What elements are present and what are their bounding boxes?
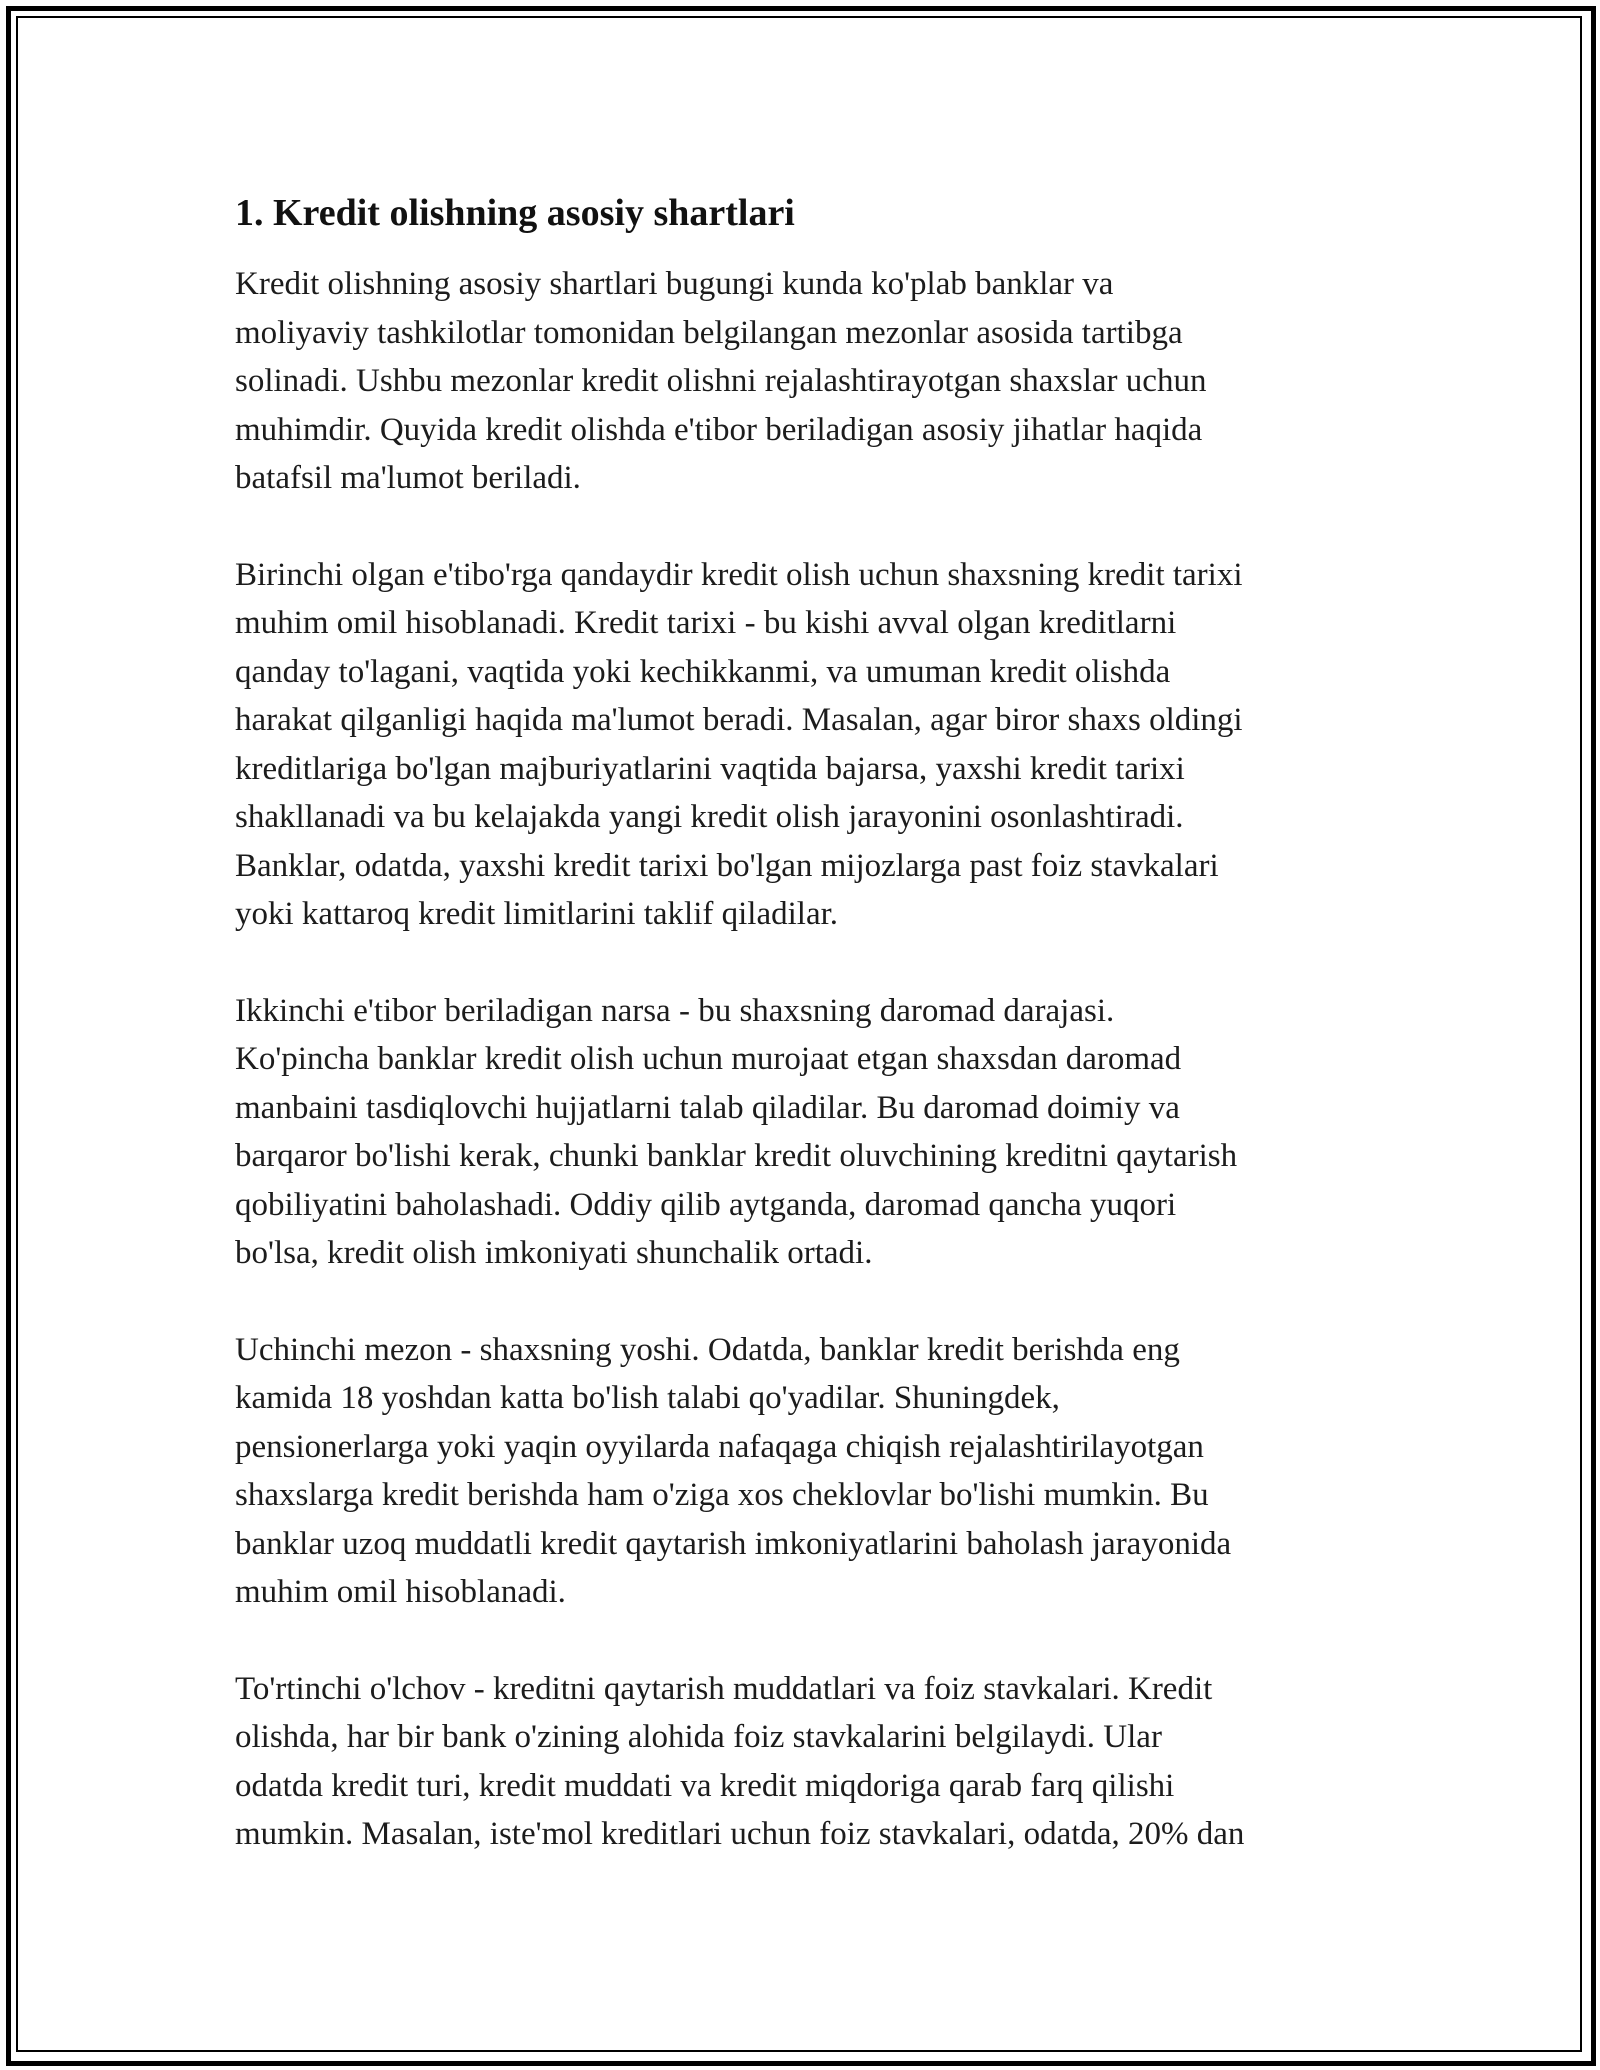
- text-line: kamida 18 yoshdan katta bo'lish talabi qo'yadilar. Shuningdek,: [235, 1380, 1060, 1416]
- text-line: qanday to'lagani, vaqtida yoki kechikkanmi, va umuman kredit olishda: [235, 653, 1171, 690]
- text-line: banklar uzoq muddatli kredit qaytarish imkoniyatlarini baholash jarayonida: [235, 1525, 1232, 1562]
- text-line: bo'lsa, kredit olish imkoniyati shunchalik ortadi.: [235, 1235, 873, 1271]
- text-line: muhimdir. Quyida kredit olishda e'tibor beriladigan asosiy jihatlar haqida: [235, 411, 1203, 448]
- paragraph-intro: [235, 260, 1375, 503]
- paragraph-income: [235, 987, 1375, 1278]
- text-line: qobiliyatini baholashadi. Oddiy qilib aytganda, daromad qancha yuqori: [235, 1186, 1177, 1223]
- paragraph-terms-rates: [235, 1665, 1375, 1859]
- text-line: To'rtinchi o'lchov - kreditni qaytarish muddatlari va foiz stavkalari. Kredit: [235, 1670, 1213, 1707]
- section-heading: 1. Kredit olishning asosiy shartlari: [235, 192, 795, 234]
- paragraph-age: [235, 1326, 1375, 1617]
- text-line: batafsil ma'lumot beriladi.: [235, 460, 581, 496]
- text-line: Banklar, odatda, yaxshi kredit tarixi bo'lgan mijozlarga past foiz stavkalari: [235, 847, 1219, 884]
- text-line: pensionerlarga yoki yaqin oyyilarda nafaqaga chiqish rejalashtirilayotgan: [235, 1428, 1204, 1465]
- text-line: Ikkinchi e'tibor beriladigan narsa - bu shaxsning daromad darajasi.: [235, 992, 1115, 1029]
- text-line: yoki kattaroq kredit limitlarini taklif qiladilar.: [235, 896, 839, 932]
- text-line: olishda, har bir bank o'zining alohida foiz stavkalarini belgilaydi. Ular: [235, 1719, 1162, 1755]
- text-line: solinadi. Ushbu mezonlar kredit olishni rejalashtirayotgan shaxslar uchun: [235, 363, 1207, 399]
- text-line: muhim omil hisoblanadi. Kredit tarixi - bu kishi avval olgan kreditlarni: [235, 605, 1177, 641]
- text-line: Birinchi olgan e'tibo'rga qandaydir kredit olish uchun shaxsning kredit tarixi: [235, 556, 1243, 593]
- text-line: Uchinchi mezon - shaxsning yoshi. Odatda, banklar kredit berishda eng: [235, 1331, 1180, 1368]
- text-line: Ko'pincha banklar kredit olish uchun murojaat etgan shaxsdan daromad: [235, 1041, 1182, 1077]
- text-line: Kredit olishning asosiy shartlari bugungi kunda ko'plab banklar va: [235, 266, 1114, 302]
- text-line: moliyaviy tashkilotlar tomonidan belgilangan mezonlar asosida tartibga: [235, 314, 1183, 351]
- text-line: odatda kredit turi, kredit muddati va kredit miqdoriga qarab farq qilishi: [235, 1767, 1175, 1804]
- document-body: [235, 186, 1375, 1907]
- paragraph-credit-history: [235, 551, 1375, 939]
- text-line: kreditlariga bo'lgan majburiyatlarini vaqtida bajarsa, yaxshi kredit tarixi: [235, 750, 1185, 787]
- text-line: muhim omil hisoblanadi.: [235, 1574, 566, 1610]
- text-line: mumkin. Masalan, iste'mol kreditlari uchun foiz stavkalari, odatda, 20% dan: [235, 1816, 1245, 1852]
- text-line: shaxslarga kredit berishda ham o'ziga xos cheklovlar bo'lishi mumkin. Bu: [235, 1477, 1209, 1513]
- text-line: shakllanadi va bu kelajakda yangi kredit olish jarayonini osonlashtiradi.: [235, 799, 1184, 835]
- text-line: barqaror bo'lishi kerak, chunki banklar kredit oluvchining kreditni qaytarish: [235, 1138, 1238, 1174]
- text-line: manbaini tasdiqlovchi hujjatlarni talab qiladilar. Bu daromad doimiy va: [235, 1089, 1180, 1126]
- text-line: harakat qilganligi haqida ma'lumot beradi. Masalan, agar biror shaxs oldingi: [235, 702, 1243, 738]
